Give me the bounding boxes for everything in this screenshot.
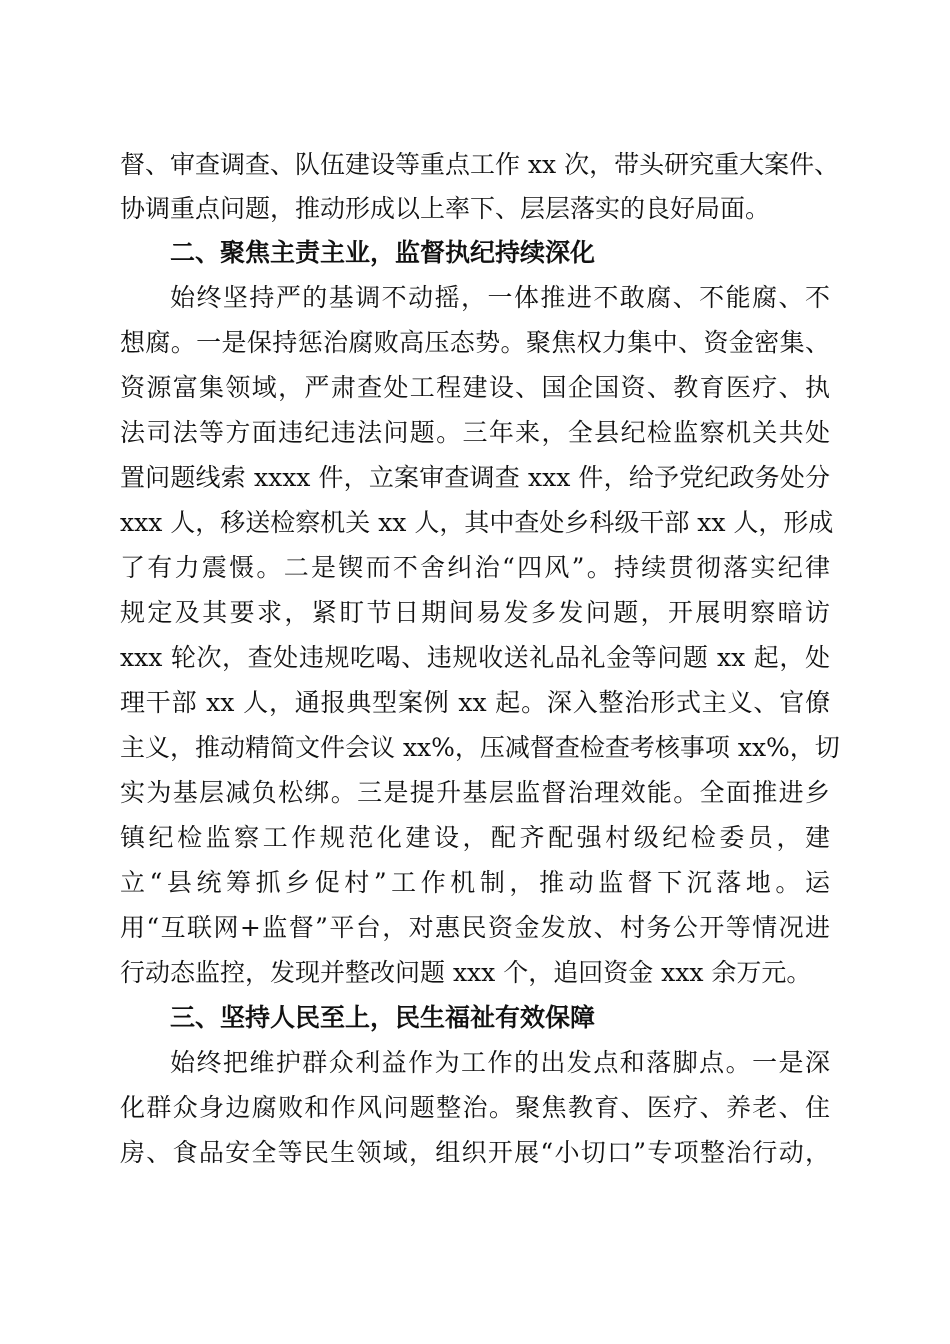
body-text-line: 镇纪检监察工作规范化建设，配齐配强村级纪检委员，建	[120, 823, 830, 852]
body-text-line: 了有力震慑。二是锲而不舍纠治“四风”。持续贯彻落实纪律	[120, 553, 830, 582]
section-heading: 三、坚持人民至上，民生福祉有效保障	[170, 1003, 596, 1032]
body-text-line: 置问题线索 xxxx 件，立案审查调查 xxx 件，给予党纪政务处分	[120, 463, 830, 492]
section-heading: 二、聚焦主责主业，监督执纪持续深化	[170, 238, 596, 267]
body-text-line: 主义，推动精简文件会议 xx%，压减督查检查考核事项 xx%，切	[120, 733, 840, 762]
body-text-line: 始终把维护群众利益作为工作的出发点和落脚点。一是深	[170, 1048, 830, 1077]
body-text-line: 资源富集领域，严肃查处工程建设、国企国资、教育医疗、执	[120, 373, 830, 402]
body-text-line: 始终坚持严的基调不动摇，一体推进不敢腐、不能腐、不	[170, 283, 830, 312]
body-text-line: 化群众身边腐败和作风问题整治。聚焦教育、医疗、养老、住	[120, 1093, 830, 1122]
body-text-line: xxx 人，移送检察机关 xx 人，其中查处乡科级干部 xx 人，形成	[120, 508, 834, 537]
body-text-line: 用“互联网+监督”平台，对惠民资金发放、村务公开等情况进	[120, 913, 830, 942]
body-text-line: 行动态监控，发现并整改问题 xxx 个，追回资金 xxx 余万元。	[120, 958, 812, 987]
body-text-line: 理干部 xx 人，通报典型案例 xx 起。深入整治形式主义、官僚	[120, 688, 830, 717]
body-text-line: 协调重点问题，推动形成以上率下、层层落实的良好局面。	[120, 194, 771, 223]
body-text-line: xxx 轮次，查处违规吃喝、违规收送礼品礼金等问题 xx 起，处	[120, 643, 830, 672]
body-text-line: 房、食品安全等民生领域，组织开展“小切口”专项整治行动，	[120, 1138, 830, 1167]
body-text-line: 规定及其要求，紧盯节日期间易发多发问题，开展明察暗访	[120, 598, 830, 627]
body-text-line: 想腐。一是保持惩治腐败高压态势。聚焦权力集中、资金密集、	[120, 328, 830, 357]
body-text-line: 法司法等方面违纪违法问题。三年来，全县纪检监察机关共处	[120, 418, 830, 447]
body-text-line: 立“县统筹抓乡促村”工作机制，推动监督下沉落地。运	[120, 868, 830, 897]
body-text-line: 实为基层减负松绑。三是提升基层监督治理效能。全面推进乡	[120, 778, 830, 807]
body-text-line: 督、审查调查、队伍建设等重点工作 xx 次，带头研究重大案件、	[120, 150, 840, 179]
